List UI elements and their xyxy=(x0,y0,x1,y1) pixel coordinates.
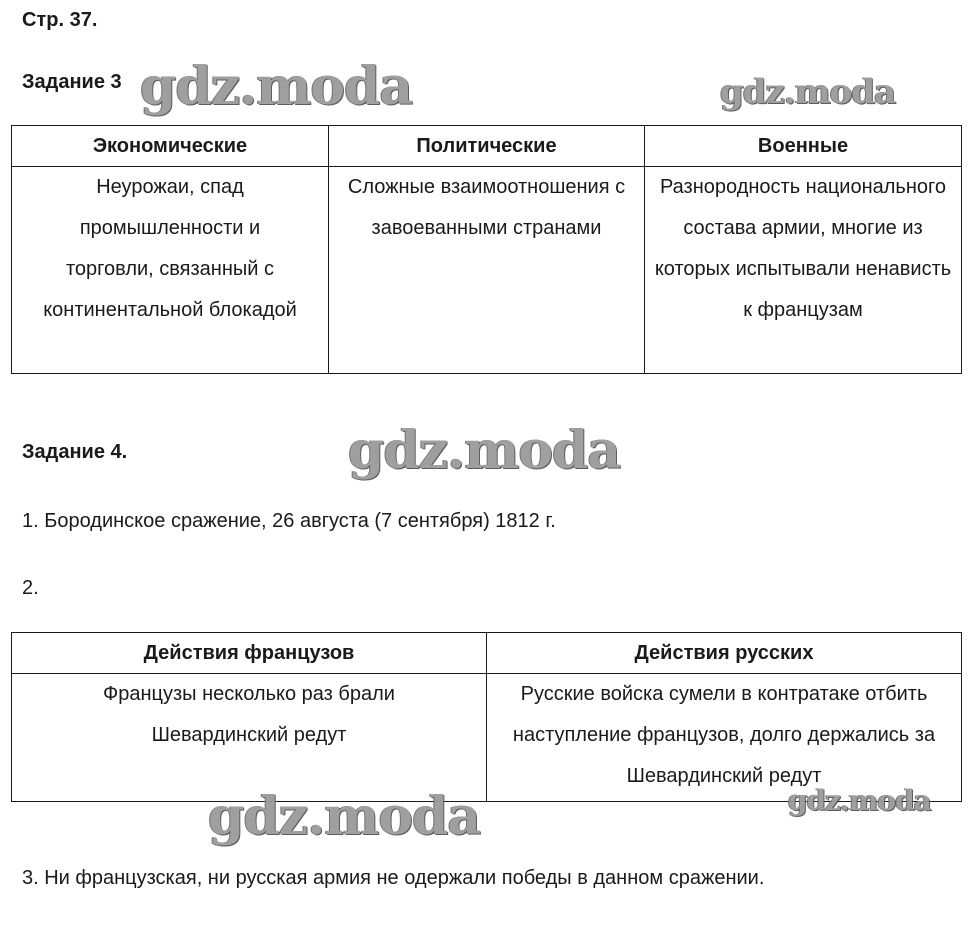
table-row xyxy=(12,674,962,802)
table-row xyxy=(12,167,962,374)
task4-heading: Задание 4. xyxy=(22,441,128,463)
watermark-logo: gdz.moda xyxy=(208,786,481,847)
task3-header-economic: Экономические xyxy=(12,126,329,167)
task3-header-political: Политические xyxy=(329,126,645,167)
task3-cell-military: Разнородность национального состава армии, многие из которых испытывали ненависть к французам xyxy=(645,167,962,374)
task3-header-military: Военные xyxy=(645,126,962,167)
task3-cell-economic: Неурожаи, спад промышленности и торговли, связанный с континентальной блокадой xyxy=(12,167,329,374)
task4-item-2: 2. xyxy=(22,577,39,599)
task3-cell-political: Сложные взаимоотношения с завоеванными странами xyxy=(329,167,645,374)
watermark-logo: gdz.moda xyxy=(720,72,896,112)
task3-table-header-row xyxy=(12,126,962,167)
task4-table-header-row xyxy=(12,633,962,674)
task4-header-french: Действия французов xyxy=(12,633,487,674)
task3-table xyxy=(11,125,962,374)
task4-item-1: 1. Бородинское сражение, 26 августа (7 сентября) 1812 г. xyxy=(22,510,556,532)
task4-item-3: 3. Ни французская, ни русская армия не одержали победы в данном сражении. xyxy=(22,867,765,889)
watermark-logo: gdz.moda xyxy=(140,56,413,117)
task4-cell-french: Французы несколько раз брали Шевардинский редут xyxy=(12,674,487,802)
watermark-logo: gdz.moda xyxy=(348,420,621,481)
page-number: Стр. 37. xyxy=(22,9,98,31)
watermark-logo: gdz.moda xyxy=(788,784,931,817)
task4-table xyxy=(11,632,962,802)
task4-cell-russian: Русские войска сумели в контратаке отбить наступление французов, долго держались за Шевардинский редут xyxy=(487,674,962,802)
task3-heading: Задание 3 xyxy=(22,71,122,93)
task4-header-russian: Действия русских xyxy=(487,633,962,674)
